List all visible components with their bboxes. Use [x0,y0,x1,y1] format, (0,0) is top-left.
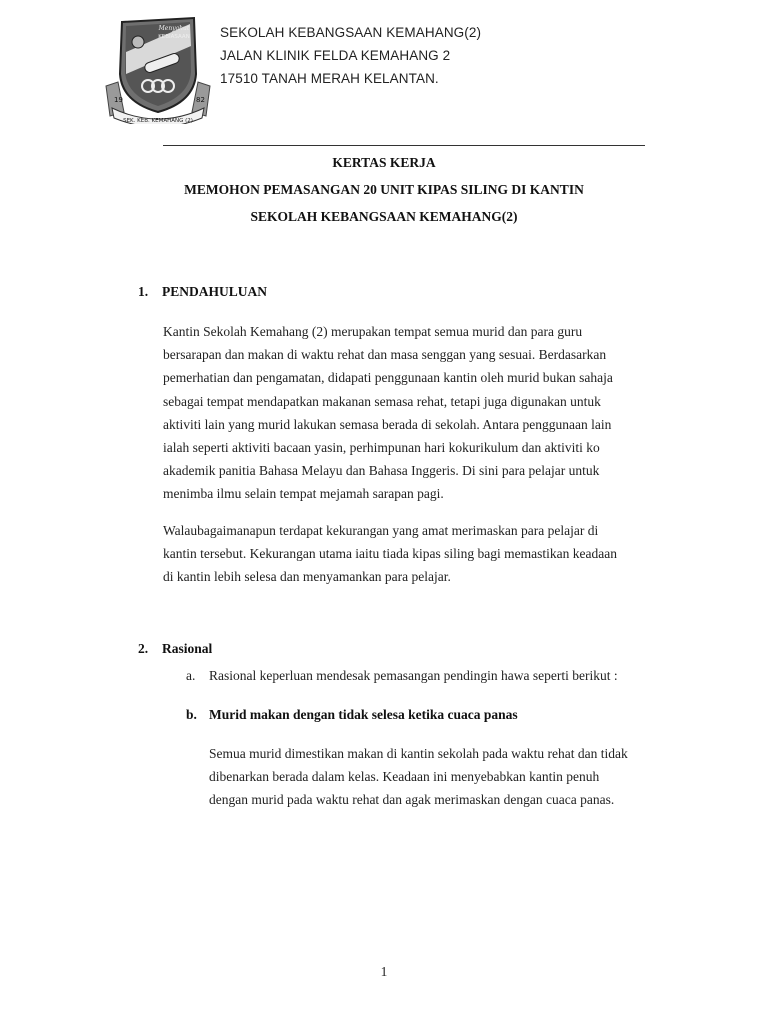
paragraph-line: kantin tersebut. Kekurangan utama iaitu tiada kipas siling bagi memastikan keadaan [163,546,617,562]
section-1-paragraph-1 [163,320,613,506]
page-number: 1 [380,964,388,979]
crest-year-right: 82 [196,96,205,104]
section-1-title: PENDAHULUAN [162,284,268,299]
item-b-paragraph [209,742,628,812]
item-b-label: b. [186,707,197,722]
section-2-number: 2. [138,641,149,656]
doc-subtitle-1: MEMOHON PEMASANGAN 20 UNIT KIPAS SILING DI KANTIN [184,182,584,197]
crest-ribbon-text: SEK. KEB. KEMAHANG (2) [123,118,193,124]
crest-motto-2: KEBIASAAN [158,34,190,40]
crest-year-left: 19 [114,96,123,104]
section-1-number: 1. [138,284,149,299]
address-line-1: JALAN KLINIK FELDA KEMAHANG 2 [220,48,451,63]
paragraph-line: di kantin lebih selesa dan menyamankan para pelajar. [163,569,451,585]
school-name: SEKOLAH KEBANGSAAN KEMAHANG(2) [220,25,482,40]
paragraph-line: akademik panitia Bahasa Melayu dan Bahasa Inggeris. Di sini para pelajar untuk [163,463,600,479]
paragraph-line: ialah seperti aktiviti bacaan yasin, perhimpunan hari kokurikulum dan aktiviti ko [163,440,600,456]
doc-title: KERTAS KERJA [332,155,436,170]
paragraph-line: menimba ilmu selain tempat mejamah sarapan pagi. [163,486,444,502]
paragraph-line: dengan murid pada waktu rehat dan agak merimaskan dengan cuaca panas. [209,792,615,808]
section-1-paragraph-2 [163,519,617,589]
header-divider [163,145,645,146]
paragraph-line: dibenarkan berada dalam kelas. Keadaan ini menyebabkan kantin penuh [209,769,600,785]
item-a-label: a. [186,668,196,683]
item-b-text: Murid makan dengan tidak selesa ketika cuaca panas [209,707,518,722]
doc-subtitle-2: SEKOLAH KEBANGSAAN KEMAHANG(2) [250,209,518,224]
crest-motto-1: Menyahut [158,25,190,32]
paragraph-line: Kantin Sekolah Kemahang (2) merupakan tempat semua murid dan para guru [163,324,583,339]
address-line-2: 17510 TANAH MERAH KELANTAN. [220,71,439,86]
paragraph-line: bersarapan dan makan di waktu rehat dan masa senggan yang sesuai. Berdasarkan [163,347,607,363]
paragraph-line: pemerhatian dan pengamatan, didapati penggunaan kantin oleh murid bukan sahaja [163,370,613,386]
school-crest-logo [104,12,212,124]
paragraph-line: aktiviti lain yang murid lakukan semasa berada di sekolah. Antara penggunaan lain [163,416,612,432]
paragraph-line: Walaubagaimanapun terdapat kekurangan yang amat merimaskan para pelajar di [163,523,599,538]
item-a-text: Rasional keperluan mendesak pemasangan pendingin hawa seperti berikut : [209,668,618,683]
paragraph-line: sebagai tempat mendapatkan makanan semasa rehat, tetapi juga digunakan untuk [163,393,601,409]
section-2-title: Rasional [162,641,213,656]
school-address [220,21,481,90]
paragraph-line: Semua murid dimestikan makan di kantin sekolah pada waktu rehat dan tidak [209,746,628,761]
